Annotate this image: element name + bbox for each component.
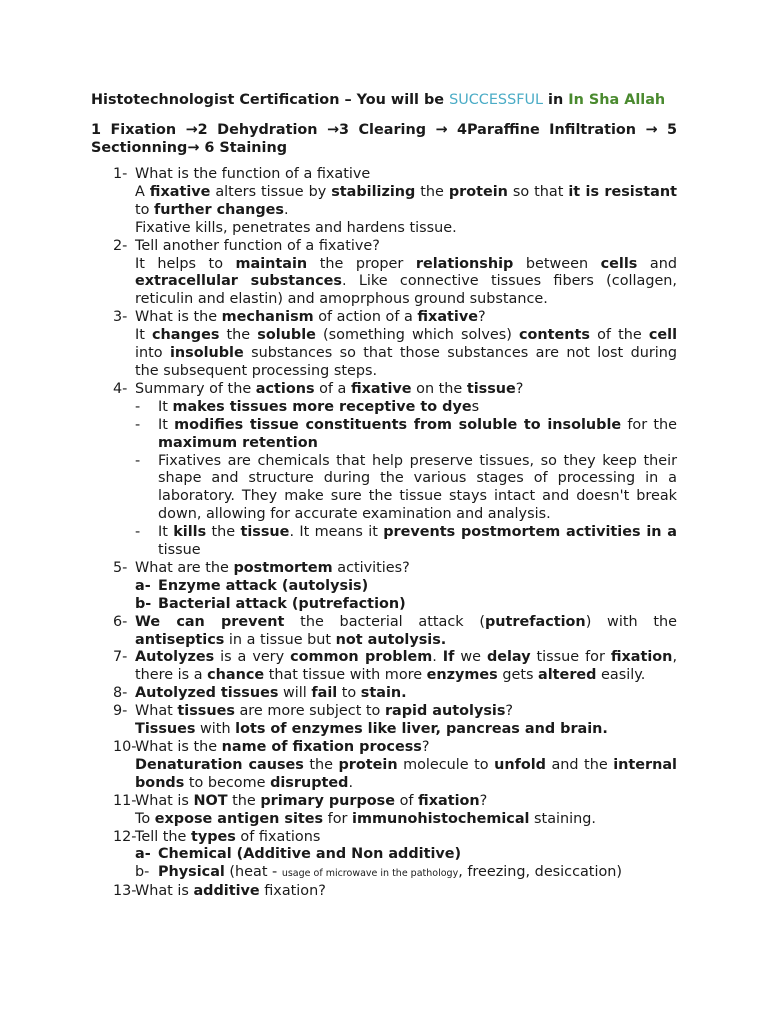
question-number: 3- bbox=[113, 309, 128, 326]
bold-text: mechanism bbox=[221, 309, 314, 326]
text-run: usage of microwave in the pathology bbox=[281, 868, 459, 880]
bold-text: makes tissues more receptive to dye bbox=[172, 398, 472, 415]
text-run: activities? bbox=[332, 559, 410, 576]
lettered-text bbox=[158, 864, 677, 883]
question-text bbox=[135, 883, 677, 901]
text-run: What is the function of a fixative bbox=[135, 166, 371, 182]
question-line bbox=[91, 381, 677, 399]
item-letter: b- bbox=[135, 595, 152, 612]
text-run: are more subject to bbox=[234, 703, 385, 720]
question-line bbox=[91, 703, 677, 721]
bold-text: fixative bbox=[149, 183, 211, 200]
bold-text: relationship bbox=[415, 255, 514, 272]
bold-text: We can prevent bbox=[135, 613, 285, 630]
bold-text: cells bbox=[600, 255, 638, 272]
bold-text: antiseptics bbox=[135, 631, 225, 648]
text-run: of a bbox=[314, 380, 351, 397]
bold-text: further changes bbox=[154, 201, 284, 218]
text-run: Summary of the bbox=[135, 380, 256, 397]
question-line bbox=[91, 238, 677, 256]
question-text bbox=[135, 614, 677, 650]
processing-steps-line: 1 Fixation →2 Dehydration →3 Clearing → 4Paraffine Infiltration → 5 Sectionning→ 6 Staining bbox=[91, 122, 677, 156]
text-run: ? bbox=[479, 792, 488, 809]
text-run: in a tissue but bbox=[224, 631, 336, 648]
text-run: the bbox=[219, 327, 258, 344]
question-number: 6- bbox=[113, 613, 128, 630]
text-run: easily. bbox=[596, 667, 646, 684]
bullet-item bbox=[91, 417, 677, 453]
text-run: It bbox=[135, 327, 153, 344]
text-run: with bbox=[195, 721, 236, 738]
bold-text: stain. bbox=[360, 685, 407, 702]
text-run: and bbox=[637, 255, 677, 272]
question-line bbox=[91, 739, 677, 757]
text-run: Tell another function of a fixative? bbox=[135, 237, 380, 254]
text-run: What are the bbox=[135, 559, 234, 576]
lettered-text bbox=[158, 596, 677, 614]
bold-text: fixation bbox=[610, 649, 673, 666]
text-run: (heat - bbox=[224, 864, 282, 881]
text-run: fixation? bbox=[259, 883, 326, 900]
bold-text: Physical bbox=[158, 864, 225, 881]
question-text bbox=[135, 703, 677, 721]
bold-text: Chemical (Additive and Non additive) bbox=[158, 846, 462, 863]
text-run: . It means it bbox=[289, 524, 384, 541]
text-run: It bbox=[158, 416, 175, 433]
bullet-text bbox=[158, 524, 677, 560]
bold-text: unfold bbox=[494, 756, 546, 773]
lettered-item bbox=[91, 596, 677, 614]
question-number: 10- bbox=[113, 739, 137, 755]
bold-text: contents bbox=[518, 327, 590, 344]
question-text bbox=[135, 649, 677, 685]
text-run: ? bbox=[421, 739, 430, 755]
text-run: of bbox=[395, 792, 419, 809]
text-run: ? bbox=[515, 380, 524, 397]
title-in: in bbox=[543, 92, 569, 108]
answer-line bbox=[91, 327, 677, 381]
text-run: into bbox=[135, 345, 170, 362]
lettered-text bbox=[158, 578, 677, 596]
dash-bullet: - bbox=[135, 452, 141, 469]
bullet-item bbox=[91, 453, 677, 525]
question-number: 7- bbox=[113, 649, 128, 666]
bold-text: NOT bbox=[193, 792, 228, 809]
title-prefix: Histotechnologist Certification – You will be bbox=[91, 92, 450, 108]
text-run: . bbox=[348, 774, 354, 791]
bold-text: additive bbox=[193, 883, 260, 900]
text-run: What is the bbox=[135, 309, 222, 326]
list-item bbox=[91, 829, 677, 884]
text-run: for bbox=[323, 810, 353, 827]
text-run: , there is a bbox=[135, 649, 678, 684]
bullet-text bbox=[158, 399, 677, 417]
list-item bbox=[91, 793, 677, 829]
question-number: 11- bbox=[113, 792, 137, 809]
bold-text: actions bbox=[255, 380, 315, 397]
bold-text: fail bbox=[311, 685, 338, 702]
bold-text: fixation bbox=[418, 792, 480, 809]
bold-text: Autolyzed tissues bbox=[135, 685, 279, 702]
bold-text: it is resistant bbox=[568, 183, 678, 200]
answer-text bbox=[135, 184, 677, 220]
text-run: A bbox=[135, 183, 150, 200]
text-run: staining. bbox=[529, 810, 596, 827]
text-run: the bacterial attack ( bbox=[284, 613, 485, 630]
bold-text: extracellular substances bbox=[135, 273, 342, 290]
text-run: , freezing, desiccation) bbox=[458, 864, 622, 881]
question-number: 1- bbox=[113, 166, 128, 182]
question-text bbox=[135, 309, 677, 327]
list-item bbox=[91, 238, 677, 310]
title-successful: SUCCESSFUL bbox=[449, 92, 544, 108]
text-run: . Like connective tissues fibers (collagen, reticulin and elastin) and amoprphous ground substance. bbox=[135, 273, 677, 308]
question-line bbox=[91, 829, 677, 847]
question-line bbox=[91, 685, 677, 703]
bullet-item bbox=[91, 399, 677, 417]
question-number: 13- bbox=[113, 883, 137, 900]
bold-text: Enzyme attack (autolysis) bbox=[158, 577, 369, 594]
text-run: for the bbox=[621, 416, 677, 433]
lettered-item bbox=[91, 578, 677, 596]
answer-text bbox=[135, 327, 677, 381]
question-list bbox=[91, 166, 677, 901]
bold-text: soluble bbox=[257, 327, 316, 344]
text-run: (something which solves) bbox=[315, 327, 519, 344]
bold-text: stabilizing bbox=[331, 183, 416, 200]
question-number: 9- bbox=[113, 703, 128, 720]
list-item bbox=[91, 685, 677, 703]
item-letter: a- bbox=[135, 846, 151, 863]
question-text bbox=[135, 238, 677, 256]
text-run: that tissue with more bbox=[264, 667, 427, 684]
bold-text: Denaturation causes bbox=[135, 756, 304, 773]
text-run: ) with the bbox=[585, 613, 677, 630]
text-run: It helps to bbox=[135, 255, 236, 272]
bold-text: modifies tissue constituents from soluble to insoluble bbox=[174, 416, 622, 433]
list-item bbox=[91, 560, 677, 614]
answer-text bbox=[135, 757, 677, 793]
bold-text: kills bbox=[173, 524, 207, 541]
text-run: of action of a bbox=[313, 309, 418, 326]
text-run: What is bbox=[135, 883, 194, 900]
text-run: between bbox=[513, 255, 601, 272]
list-item bbox=[91, 649, 677, 685]
text-run: What bbox=[135, 703, 178, 720]
answer-text bbox=[135, 811, 677, 829]
text-run: Fixative kills, penetrates and hardens tissue. bbox=[135, 219, 457, 236]
question-number: 5- bbox=[113, 559, 128, 576]
bold-text: chance bbox=[207, 667, 265, 684]
text-run: tissue for bbox=[530, 649, 611, 666]
dash-bullet: - bbox=[135, 416, 141, 433]
item-letter: b- bbox=[135, 864, 150, 881]
bold-text: maximum retention bbox=[158, 434, 318, 451]
question-line bbox=[91, 309, 677, 327]
answer-text bbox=[135, 721, 677, 739]
bold-text: not autolysis. bbox=[335, 631, 447, 648]
question-number: 12- bbox=[113, 828, 137, 845]
text-run: ? bbox=[505, 703, 514, 720]
text-run: and the bbox=[545, 756, 614, 773]
answer-line bbox=[91, 220, 677, 238]
bold-text: tissue bbox=[240, 524, 290, 541]
bullet-item bbox=[91, 524, 677, 560]
text-run: alters tissue by bbox=[210, 183, 332, 200]
bold-text: postmortem bbox=[233, 559, 333, 576]
bullet-text bbox=[158, 453, 677, 525]
text-run: . bbox=[283, 201, 289, 218]
document-title bbox=[91, 91, 691, 109]
answer-line bbox=[91, 721, 677, 739]
answer-text bbox=[135, 256, 677, 310]
answer-line bbox=[91, 184, 677, 220]
text-run: s bbox=[471, 398, 480, 415]
bold-text: name of fixation process bbox=[221, 739, 422, 755]
text-run: to become bbox=[184, 774, 271, 791]
text-run: . bbox=[432, 649, 443, 666]
text-run: the bbox=[227, 792, 261, 809]
text-run: so that bbox=[507, 183, 569, 200]
question-text bbox=[135, 166, 677, 184]
bold-text: types bbox=[190, 828, 236, 845]
question-number: 8- bbox=[113, 685, 128, 702]
text-run: the bbox=[415, 183, 449, 200]
bold-text: immunohistochemical bbox=[352, 810, 530, 827]
question-number: 4- bbox=[113, 380, 128, 397]
list-item bbox=[91, 614, 677, 650]
lettered-text bbox=[158, 846, 677, 864]
bold-text: Autolyzes bbox=[135, 649, 215, 666]
text-run: To bbox=[135, 810, 155, 827]
text-run: the proper bbox=[307, 255, 416, 272]
list-item bbox=[91, 381, 677, 560]
list-item bbox=[91, 166, 677, 238]
text-run: of the bbox=[589, 327, 649, 344]
bold-text: fixative bbox=[417, 309, 478, 326]
text-run: is a very bbox=[214, 649, 291, 666]
bold-text: expose antigen sites bbox=[154, 810, 324, 827]
bold-text: Bacterial attack (putrefaction) bbox=[158, 595, 406, 612]
bold-text: primary purpose bbox=[260, 792, 396, 809]
question-line bbox=[91, 793, 677, 811]
question-line bbox=[91, 614, 677, 650]
question-line bbox=[91, 560, 677, 578]
bold-text: Tissues bbox=[135, 721, 196, 738]
question-text bbox=[135, 560, 677, 578]
dash-bullet: - bbox=[135, 524, 141, 541]
bold-text: insoluble bbox=[169, 345, 244, 362]
list-item bbox=[91, 883, 677, 901]
lettered-item bbox=[91, 864, 677, 883]
question-text bbox=[135, 381, 677, 399]
bold-text: protein bbox=[338, 756, 398, 773]
text-run: It bbox=[158, 398, 173, 415]
bold-text: rapid autolysis bbox=[384, 703, 506, 720]
text-run: substances so that those substances are not lost during the subsequent processing steps. bbox=[135, 345, 678, 379]
text-run: will bbox=[278, 685, 312, 702]
bold-text: enzymes bbox=[426, 667, 498, 684]
text-run: on the bbox=[411, 380, 467, 397]
list-item bbox=[91, 309, 677, 381]
question-line bbox=[91, 166, 677, 184]
text-run: molecule to bbox=[397, 756, 495, 773]
dash-bullet: - bbox=[135, 398, 141, 415]
text-run: Fixatives are chemicals that help preserve tissues, so they keep their shape and structure during the various stages of processing in a laboratory. They make sure the tissue stays intact and doesn't break down, allowing for accurate examination and analysis. bbox=[158, 452, 677, 523]
text-run: to bbox=[337, 685, 361, 702]
item-letter: a- bbox=[135, 577, 151, 594]
bullet-text bbox=[158, 417, 677, 453]
bold-text: common problem bbox=[290, 649, 433, 666]
question-line bbox=[91, 883, 677, 901]
title-insha-allah: In Sha Allah bbox=[568, 92, 666, 108]
text-run: the bbox=[303, 756, 339, 773]
text-run: we bbox=[454, 649, 487, 666]
bold-text: tissue bbox=[466, 380, 516, 397]
text-run: ? bbox=[478, 309, 486, 326]
question-text bbox=[135, 685, 677, 703]
question-text bbox=[135, 739, 677, 757]
bold-text: putrefaction bbox=[484, 613, 586, 630]
question-number: 2- bbox=[113, 237, 128, 254]
bold-text: prevents postmortem activities in a bbox=[383, 524, 677, 541]
bold-text: disrupted bbox=[270, 774, 349, 791]
list-item bbox=[91, 703, 677, 739]
text-run: the bbox=[206, 524, 241, 541]
bold-text: internal bonds bbox=[135, 756, 677, 791]
text-run: What is the bbox=[135, 739, 222, 755]
text-run: gets bbox=[497, 667, 539, 684]
lettered-item bbox=[91, 846, 677, 864]
text-run: tissue bbox=[158, 542, 201, 559]
bold-text: maintain bbox=[235, 255, 308, 272]
bold-text: tissues bbox=[177, 703, 235, 720]
bold-text: fixative bbox=[350, 380, 412, 397]
text-run: It bbox=[158, 524, 174, 541]
text-run: What is bbox=[135, 792, 194, 809]
bold-text: cell bbox=[648, 327, 677, 344]
question-line bbox=[91, 649, 677, 685]
list-item bbox=[91, 739, 677, 793]
bold-text: altered bbox=[538, 667, 597, 684]
text-run: Tell the bbox=[135, 828, 191, 845]
answer-line bbox=[91, 256, 677, 310]
text-run: to bbox=[135, 201, 155, 218]
answer-line bbox=[91, 811, 677, 829]
bold-text: protein bbox=[448, 183, 508, 200]
question-text bbox=[135, 793, 677, 811]
bold-text: changes bbox=[152, 327, 220, 344]
text-run: of fixations bbox=[235, 828, 321, 845]
bold-text: lots of enzymes like liver, pancreas and brain. bbox=[235, 721, 608, 738]
bold-text: If bbox=[442, 649, 455, 666]
question-text bbox=[135, 829, 677, 847]
bold-text: delay bbox=[486, 649, 531, 666]
answer-line bbox=[91, 757, 677, 793]
answer-text bbox=[135, 220, 677, 238]
